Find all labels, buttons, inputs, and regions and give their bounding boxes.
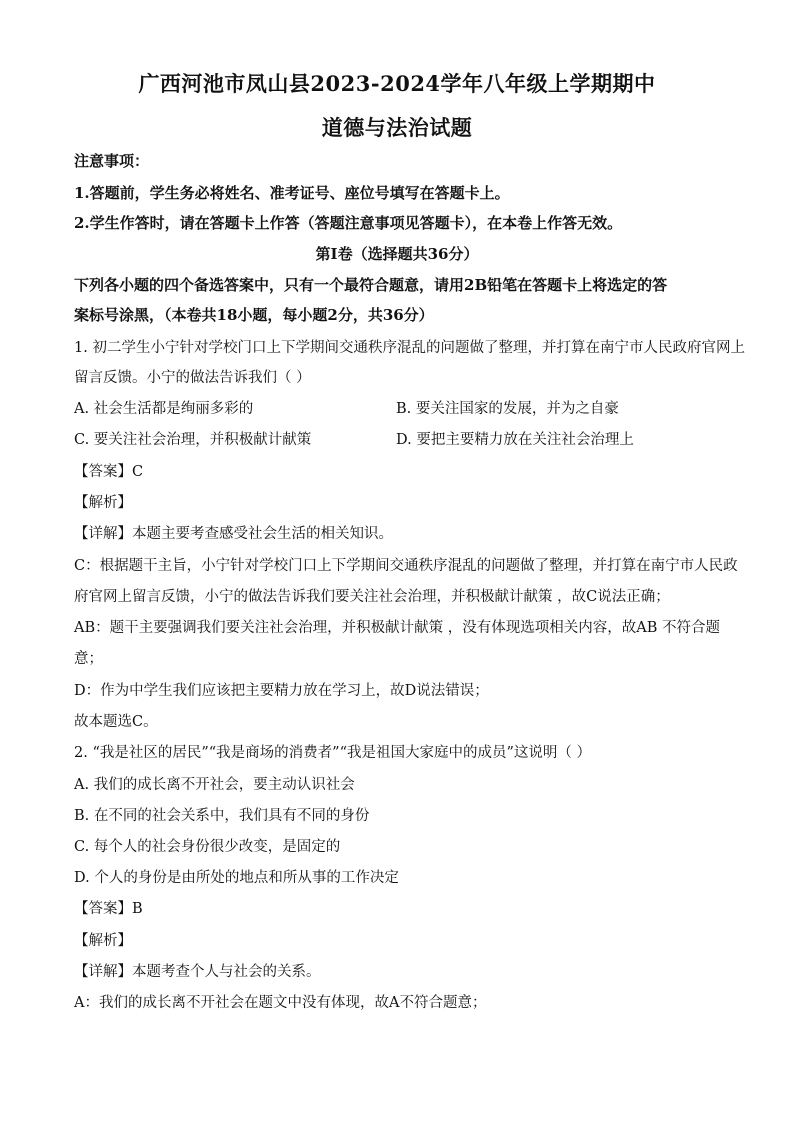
q1-stem-line-1: 1. 初二学生小宁针对学校门口上下学期间交通秩序混乱的问题做了整理，并打算在南宁市人民政府官网上 <box>74 340 745 356</box>
q2-option-b: B. 在不同的社会关系中，我们具有不同的身份 <box>74 808 370 824</box>
section-title: 第Ⅰ卷（选择题共36分） <box>315 245 479 263</box>
q2-option-a: A. 我们的成长离不开社会，要主动认识社会 <box>74 777 355 793</box>
q2-analysis-label: 【解析】 <box>74 933 132 949</box>
q1-stem-line-2: 留言反馈。小宁的做法告诉我们（ ） <box>74 370 311 386</box>
notice-item-2: 2.学生作答时，请在答题卡上作答（答题注意事项见答题卡），在本卷上作答无效。 <box>74 214 623 232</box>
q1-option-c: C. 要关注社会治理，并积极献计献策 <box>74 432 312 448</box>
q1-option-b: B. 要关注国家的发展，并为之自豪 <box>396 401 619 417</box>
notice-heading: 注意事项： <box>74 152 150 170</box>
q1-analysis-label: 【解析】 <box>74 495 132 511</box>
section-instruction-line-1: 下列各小题的四个备选答案中，只有一个最符合题意，请用2B铅笔在答题卡上将选定的答 <box>74 276 668 294</box>
q1-option-d: D. 要把主要精力放在关注社会治理上 <box>396 432 634 448</box>
q1-answer: 【答案】C <box>74 464 144 480</box>
q2-explain-a: A：我们的成长离不开社会在题文中没有体现，故A不符合题意； <box>74 995 487 1011</box>
q1-explain-c-line-1: C：根据题干主旨，小宁针对学校门口上下学期间交通秩序混乱的问题做了整理，并打算在南宁市人民政 <box>74 558 738 574</box>
section-instruction-line-2: 案标号涂黑，（本卷共18小题，每小题2分，共36分） <box>74 306 434 324</box>
q1-detail: 【详解】本题主要考查感受社会生活的相关知识。 <box>74 526 393 542</box>
q1-conclusion: 故本题选C。 <box>74 714 158 730</box>
q1-option-a: A. 社会生活都是绚丽多彩的 <box>74 401 254 417</box>
document-subtitle: 道德与法治试题 <box>321 115 473 140</box>
q1-explain-ab-line-2: 意； <box>74 651 103 667</box>
q2-stem: 2. “我是社区的居民”“我是商场的消费者”“我是祖国大家庭中的成员”这说明（ ） <box>74 745 592 761</box>
q1-explain-d: D：作为中学生我们应该把主要精力放在学习上，故D说法错误； <box>74 683 489 699</box>
document-title: 广西河池市凤山县2023-2024学年八年级上学期期中 <box>138 71 656 96</box>
notice-item-1: 1.答题前，学生务必将姓名、准考证号、座位号填写在答题卡上。 <box>74 184 510 202</box>
q1-explain-c-line-2: 府官网上留言反馈，小宁的做法告诉我们要关注社会治理，并积极献计献策 ，故C说法正确； <box>74 589 670 605</box>
q2-option-c: C. 每个人的社会身份很少改变，是固定的 <box>74 839 341 855</box>
q2-option-d: D. 个人的身份是由所处的地点和所从事的工作决定 <box>74 870 399 886</box>
q2-answer: 【答案】B <box>74 901 143 917</box>
q1-explain-ab-line-1: AB：题干主要强调我们要关注社会治理，并积极献计献策 ，没有体现选项相关内容，故AB 不符合题 <box>74 620 720 636</box>
q2-detail: 【详解】本题考查个人与社会的关系。 <box>74 964 321 980</box>
